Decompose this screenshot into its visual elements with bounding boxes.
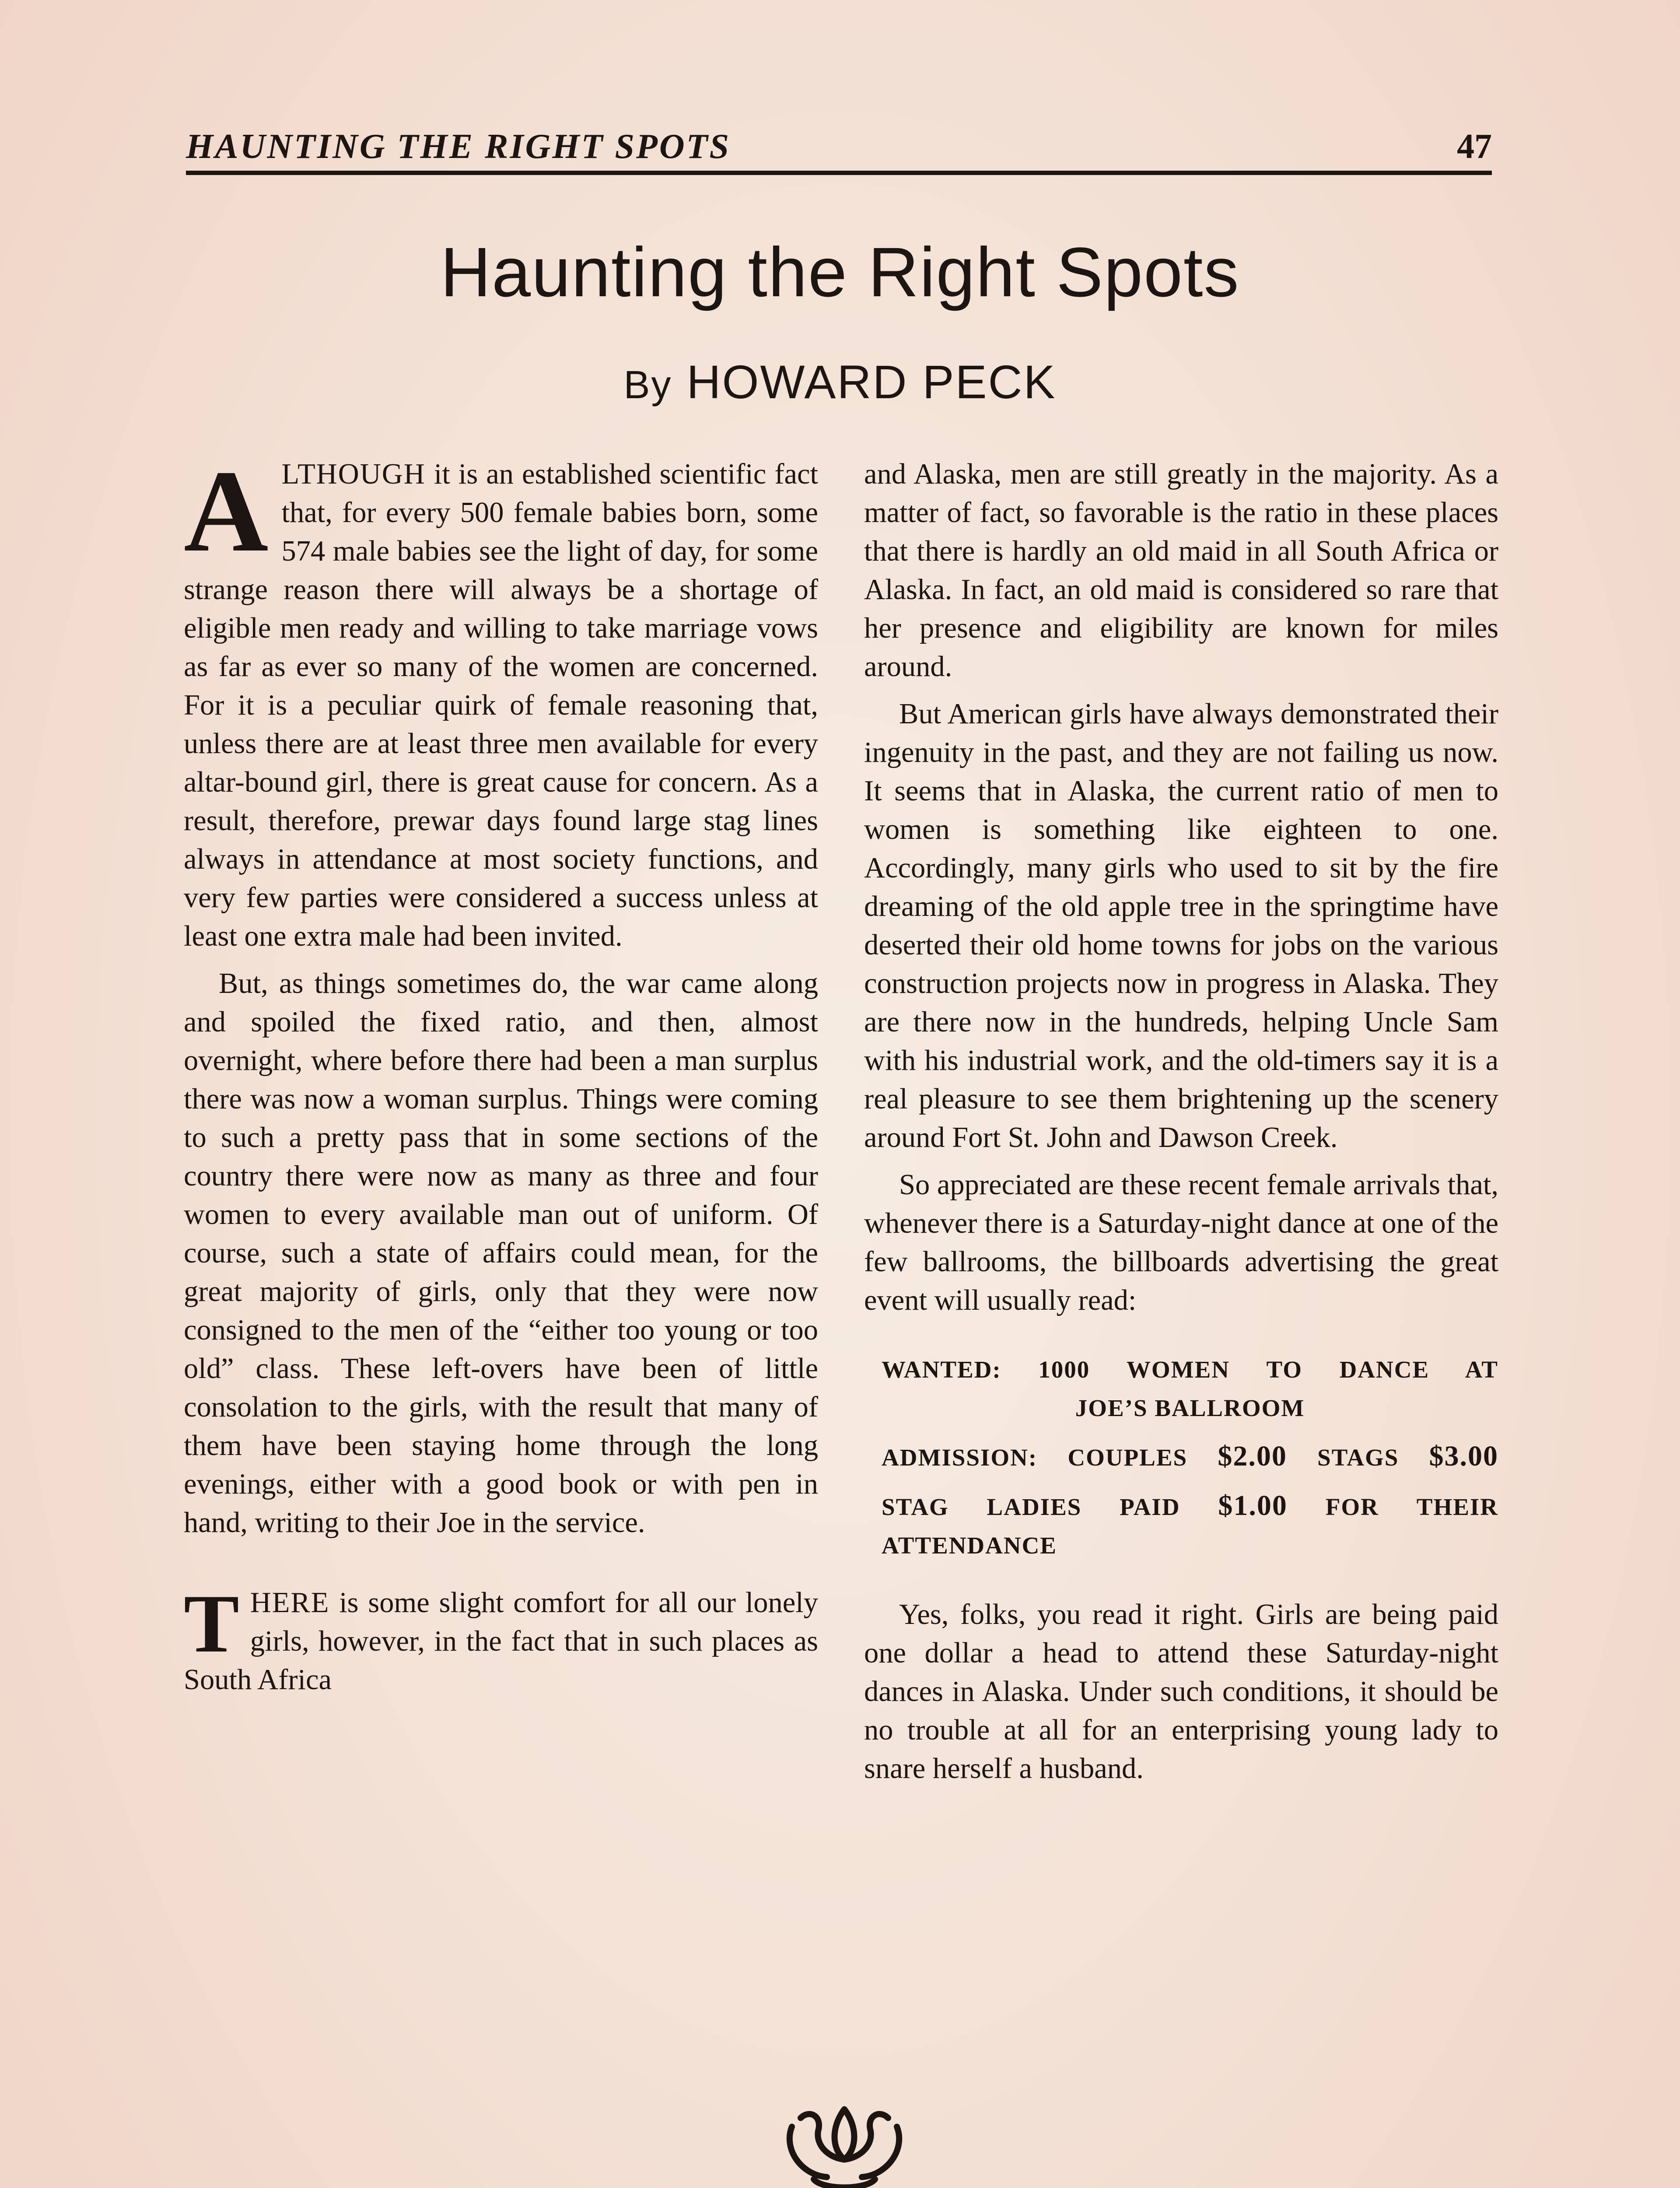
billboard-notice [882, 1350, 1498, 1565]
notice-text: STAG LADIES PAID [882, 1494, 1180, 1520]
author-name: HOWARD PECK [686, 355, 1057, 408]
paragraph [184, 446, 818, 956]
paragraph: But American girls have always demonstrated their ingenuity in the past, and they are not failing us now. It seems that in Alaska, the current ratio of men to women is something like eighteen to one. Accordingly, many girls who used to sit by the fire dreaming of the old apple tree in the springtime have deserted their old home towns for jobs on the various construction projects now in progress in Alaska. They are there now in the hundreds, helping Uncle Sam with his industrial work, and the old-timers say it is a real pleasure to see them brightening up the scenery around Fort St. John and Dawson Creek. [864, 698, 1498, 1154]
paragraph: But, as things sometimes do, the war came along and spoiled the fixed ratio, and then, almost overnight, where before there had been a man surplus there was now a woman surplus. Things were coming to such a pretty pass that in some sections of the country there were now as many as three and four women to every available man out of uniform. Of course, such a state of affairs could mean, for the great majority of girls, only that they were now consigned to the men of the “either too young or too old” class. These left-overs have been of little consolation to the girls, with the result that many of them have been staying home through the long evenings, either with a good book or with pen in hand, writing to their Joe in the service. [184, 968, 818, 1539]
notice-text: FOR THEIR [1325, 1494, 1499, 1520]
paragraph-text: it is an established scientific fact that, for every 500 female babies born, some 574 male babies see the light of day, for some strange reason there will always be a shortage of eligible men ready and willing to take marriage vows as far as ever so many of the women are concerned. For it is a peculiar quirk of female reasoning that, unless there are at least three men available for every altar-bound girl, there is great cause for concern. As a result, therefore, prewar days found large stag lines always in attendance at most society functions, and very few parties were considered a success unless at least one extra male had been invited. [184, 458, 818, 952]
byline-prefix: By [623, 363, 672, 407]
notice-price: $1.00 [1218, 1490, 1288, 1522]
notice-price: $2.00 [1218, 1440, 1287, 1472]
notice-line [882, 1487, 1498, 1526]
paragraph: and Alaska, men are still greatly in the majority. As a matter of fact, so favorable is the ratio in these places that there is hardly an old maid in all South Africa or Alaska. In fact, an old maid is considered so rare that her presence and eligibility are known for miles around. [864, 458, 1498, 683]
paragraph-text: is some slight comfort for all our lonely girls, however, in the fact that in such places as South Africa [184, 1587, 818, 1696]
running-title: HAUNTING THE RIGHT SPOTS [186, 127, 731, 166]
paragraph [184, 1578, 818, 1699]
notice-line: ATTENDANCE [882, 1532, 1057, 1559]
drop-cap: A [184, 446, 269, 576]
notice-line: WANTED: 1000 WOMEN TO DANCE AT [882, 1356, 1498, 1383]
notice-line [882, 1437, 1498, 1477]
article-title: Haunting the Right Spots [440, 233, 1240, 311]
paragraph: So appreciated are these recent female arrivals that, whenever there is a Saturday-night dance at one of the few ballrooms, the billboards advertising the great event will usually read: [864, 1169, 1498, 1316]
lotus-ornament-icon [774, 2100, 914, 2188]
lead-word: LTHOUGH [281, 458, 426, 490]
left-column [184, 446, 818, 1699]
running-header [186, 127, 1492, 175]
paragraph: Yes, folks, you read it right. Girls are being paid one dollar a head to attend these Saturday-night dances in Alaska. Under such conditions, it should be no trouble at all for an enterprising young lady to snare herself a husband. [864, 1599, 1498, 1785]
notice-text: ADMISSION: COUPLES [882, 1444, 1188, 1471]
page-number: 47 [1457, 127, 1492, 166]
right-column [864, 455, 1498, 1788]
lead-word: HERE [250, 1587, 330, 1619]
notice-line: JOE’S BALLROOM [1075, 1395, 1305, 1421]
drop-cap: T [184, 1578, 239, 1670]
notice-text: STAGS [1317, 1444, 1399, 1471]
notice-price: $3.00 [1429, 1440, 1499, 1472]
byline [0, 354, 1680, 409]
